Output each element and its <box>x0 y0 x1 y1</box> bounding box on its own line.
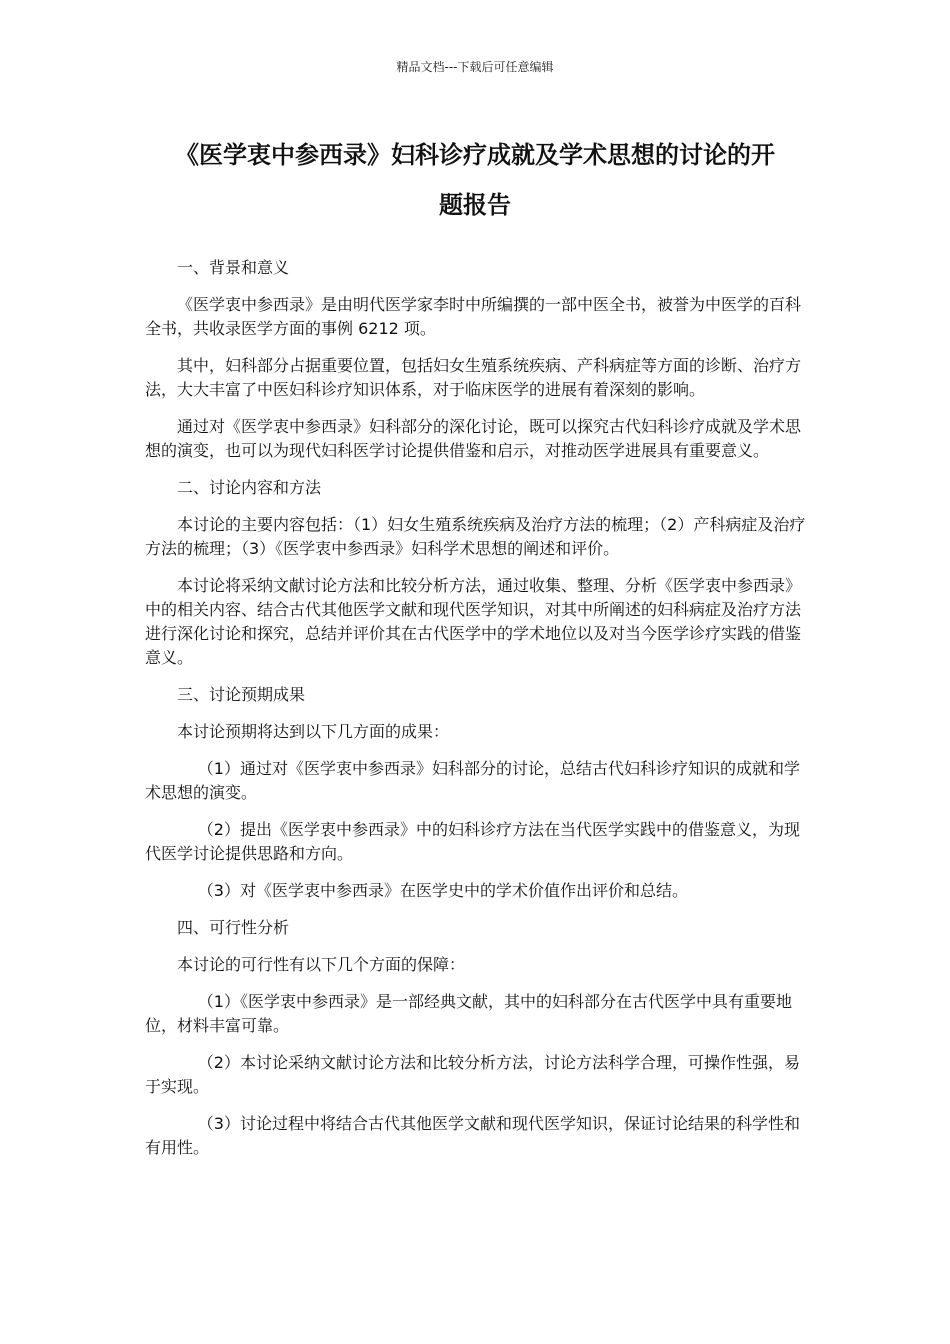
section-heading-feasibility: 四、可行性分析 <box>177 918 290 937</box>
paragraph-content-2: 本讨论将采纳文献讨论方法和比较分析方法，通过收集、整理、分析《医学衷中参西录》中的相关内容、结合古代其他医学文献和现代医学知识，对其中所阐述的妇科病症及治疗方法进行深化讨论和探究，总结并评价其在古代医学中的学术地位以及对当今医学诊疗实践的借鉴意义。 <box>145 576 802 667</box>
list-item-feasibility-1: （1）《医学衷中参西录》是一部经典文献，其中的妇科部分在古代医学中具有重要地位，材料丰富可靠。 <box>145 992 792 1035</box>
list-item-expected-1: （1）通过对《医学衷中参西录》妇科部分的讨论，总结古代妇科诊疗知识的成就和学术思想的演变。 <box>145 759 800 802</box>
list-item-expected-3: （3）对《医学衷中参西录》在医学史中的学术价值作出评价和总结。 <box>197 881 688 900</box>
list-item-expected-2: （2）提出《医学衷中参西录》中的妇科诊疗方法在当代医学实践中的借鉴意义，为现代医学讨论提供思路和方向。 <box>145 820 800 863</box>
section-heading-background: 一、背景和意义 <box>177 258 290 277</box>
list-item-feasibility-2: （2）本讨论采纳文献讨论方法和比较分析方法，讨论方法科学合理，可操作性强，易于实现。 <box>145 1053 800 1096</box>
paragraph-feasibility-intro: 本讨论的可行性有以下几个方面的保障： <box>177 955 466 974</box>
paragraph-background-1: 《医学衷中参西录》是由明代医学家李时中所编撰的一部中医全书，被誉为中医学的百科全书，共收录医学方面的事例 6212 项。 <box>145 295 802 338</box>
title-line-2: 题报告 <box>439 191 511 219</box>
document-body <box>145 256 810 1173</box>
header-watermark: 精品文档---下载后可任意编辑 <box>396 60 554 74</box>
paragraph-background-2: 其中，妇科部分占据重要位置，包括妇女生殖系统疾病、产科病症等方面的诊断、治疗方法，大大丰富了中医妇科诊疗知识体系，对于临床医学的进展有着深刻的影响。 <box>145 356 802 399</box>
section-heading-content: 二、讨论内容和方法 <box>177 478 322 497</box>
list-item-feasibility-3: （3）讨论过程中将结合古代其他医学文献和现代医学知识，保证讨论结果的科学性和有用性。 <box>145 1114 800 1157</box>
document-title <box>150 130 800 230</box>
title-line-1: 《医学衷中参西录》妇科诊疗成就及学术思想的讨论的开 <box>175 141 775 169</box>
section-heading-expected: 三、讨论预期成果 <box>177 685 306 704</box>
paragraph-content-1: 本讨论的主要内容包括：（1）妇女生殖系统疾病及治疗方法的梳理；（2）产科病症及治疗方法的梳理；（3）《医学衷中参西录》妇科学术思想的阐述和评价。 <box>145 515 806 558</box>
paragraph-expected-intro: 本讨论预期将达到以下几方面的成果： <box>177 722 450 741</box>
paragraph-background-3: 通过对《医学衷中参西录》妇科部分的深化讨论，既可以探究古代妇科诊疗成就及学术思想的演变，也可以为现代妇科医学讨论提供借鉴和启示，对推动医学进展具有重要意义。 <box>145 417 802 460</box>
